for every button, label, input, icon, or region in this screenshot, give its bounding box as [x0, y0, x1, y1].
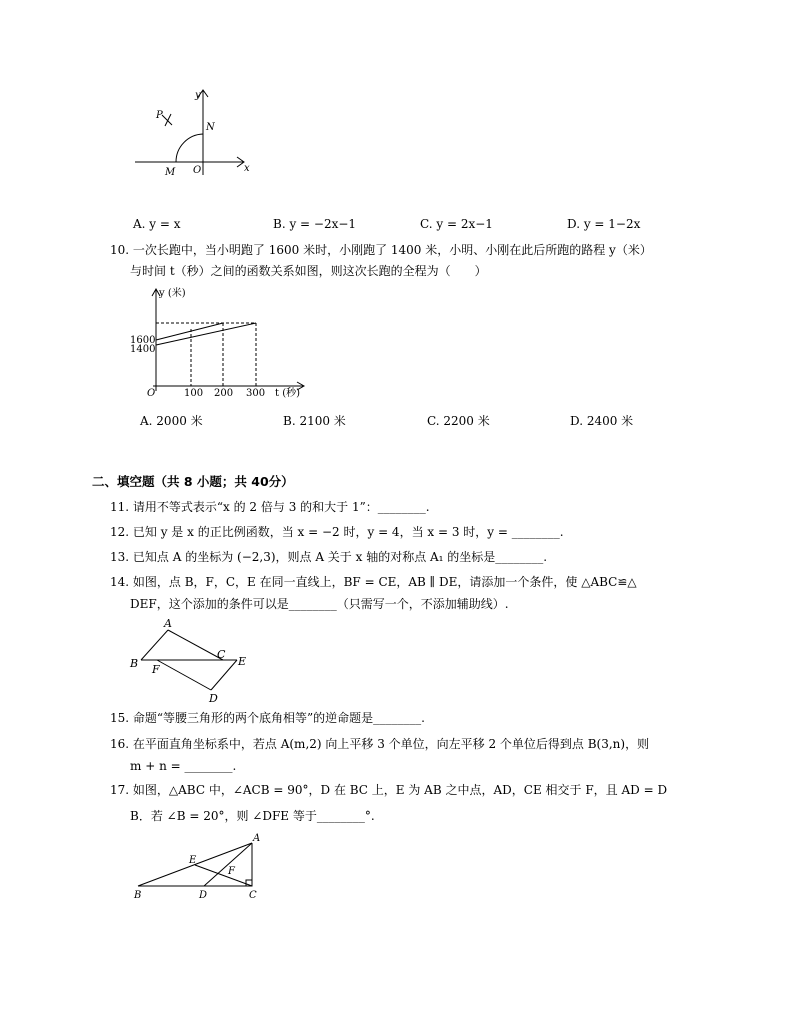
- q14-label-e: E: [238, 655, 247, 668]
- q14-figure: [125, 613, 260, 705]
- q9-option-a[interactable]: A. y = x: [133, 217, 181, 231]
- q9-option-d[interactable]: D. y = 1−2x: [567, 217, 641, 231]
- q9-label-p: P: [156, 110, 163, 121]
- q14-text-line1: 14. 如图，点 B，F，C，E 在同一直线上，BF = CE，AB ∥ DE，请添加一个条件，使 △ABC≌△: [110, 575, 637, 589]
- q9-label-x: x: [244, 163, 250, 174]
- q14-label-b: B: [130, 657, 139, 670]
- q10-tick-300: 300: [246, 388, 266, 399]
- q16-text-line2: m + n = ________.: [130, 759, 237, 773]
- q10-origin: O: [147, 388, 156, 399]
- q10-tick-1400: 1400: [130, 344, 156, 355]
- q9-figure: [125, 85, 260, 180]
- section-title: 二、填空题（共 8 小题；共 40分）: [92, 474, 294, 489]
- q17-text-line1: 17. 如图，△ABC 中，∠ACB = 90°，D 在 BC 上，E 为 AB 之中点，AD，CE 相交于 F，且 AD = D: [110, 783, 668, 797]
- q12-text: 12. 已知 y 是 x 的正比例函数，当 x = −2 时，y = 4，当 x = 3 时，y = ________.: [110, 525, 564, 539]
- q10-option-c[interactable]: C. 2200 米: [427, 414, 490, 428]
- q14-label-f: F: [152, 663, 160, 676]
- q17-label-e: E: [189, 855, 197, 866]
- q9-label-o: O: [193, 165, 202, 176]
- q14-label-c: C: [217, 648, 226, 661]
- q10-option-b[interactable]: B. 2100 米: [283, 414, 346, 428]
- q10-line-xiaogang: [156, 323, 256, 345]
- q9-arc: [176, 134, 203, 162]
- q17-label-f: F: [228, 866, 235, 877]
- q10-tick-1600: 1600: [130, 335, 156, 346]
- q10-tick-200: 200: [214, 388, 234, 399]
- q13-text: 13. 已知点 A 的坐标为 (−2,3)，则点 A 关于 x 轴的对称点 A₁ 的坐标是________.: [110, 550, 548, 564]
- q9-label-n: N: [206, 122, 215, 133]
- q17-figure: [125, 830, 270, 905]
- q17-label-b: B: [134, 890, 142, 901]
- q10-option-a[interactable]: A. 2000 米: [140, 414, 203, 428]
- q14-label-a: A: [164, 617, 172, 630]
- q10-chart: [125, 283, 325, 403]
- q15-text: 15. 命题“等腰三角形的两个底角相等”的逆命题是________.: [110, 711, 425, 725]
- q10-text-line1: 10. 一次长跑中，当小明跑了 1600 米时，小刚跑了 1400 米，小明、小刚在此后所跑的路程 y（米）: [110, 243, 652, 257]
- q10-option-d[interactable]: D. 2400 米: [570, 414, 634, 428]
- q16-text-line1: 16. 在平面直角坐标系中，若点 A(m,2) 向上平移 3 个单位，向左平移 2 个单位后得到点 B(3,n)，则: [110, 737, 650, 751]
- q10-tick-100: 100: [184, 388, 204, 399]
- q14-label-d: D: [209, 692, 218, 705]
- q9-option-b[interactable]: B. y = −2x−1: [273, 217, 357, 231]
- q9-label-y: y: [195, 90, 201, 101]
- q10-text-line2: 与时间 t（秒）之间的函数关系如图，则这次长跑的全程为（ ）: [130, 264, 487, 278]
- q17-label-d: D: [199, 890, 208, 901]
- q14-text-line2: DEF，这个添加的条件可以是________（只需写一个，不添加辅助线）.: [130, 597, 509, 611]
- q17-text-line2: B．若 ∠B = 20°，则 ∠DFE 等于________°.: [130, 809, 375, 823]
- q9-option-c[interactable]: C. y = 2x−1: [420, 217, 493, 231]
- q10-ylabel: y (米): [159, 288, 186, 299]
- q17-label-c: C: [249, 890, 257, 901]
- q10-xlabel: t (秒): [275, 388, 300, 399]
- q17-label-a: A: [253, 833, 261, 844]
- q9-label-m: M: [165, 167, 176, 178]
- q11-text: 11. 请用不等式表示“x 的 2 倍与 3 的和大于 1”：________.: [110, 500, 430, 514]
